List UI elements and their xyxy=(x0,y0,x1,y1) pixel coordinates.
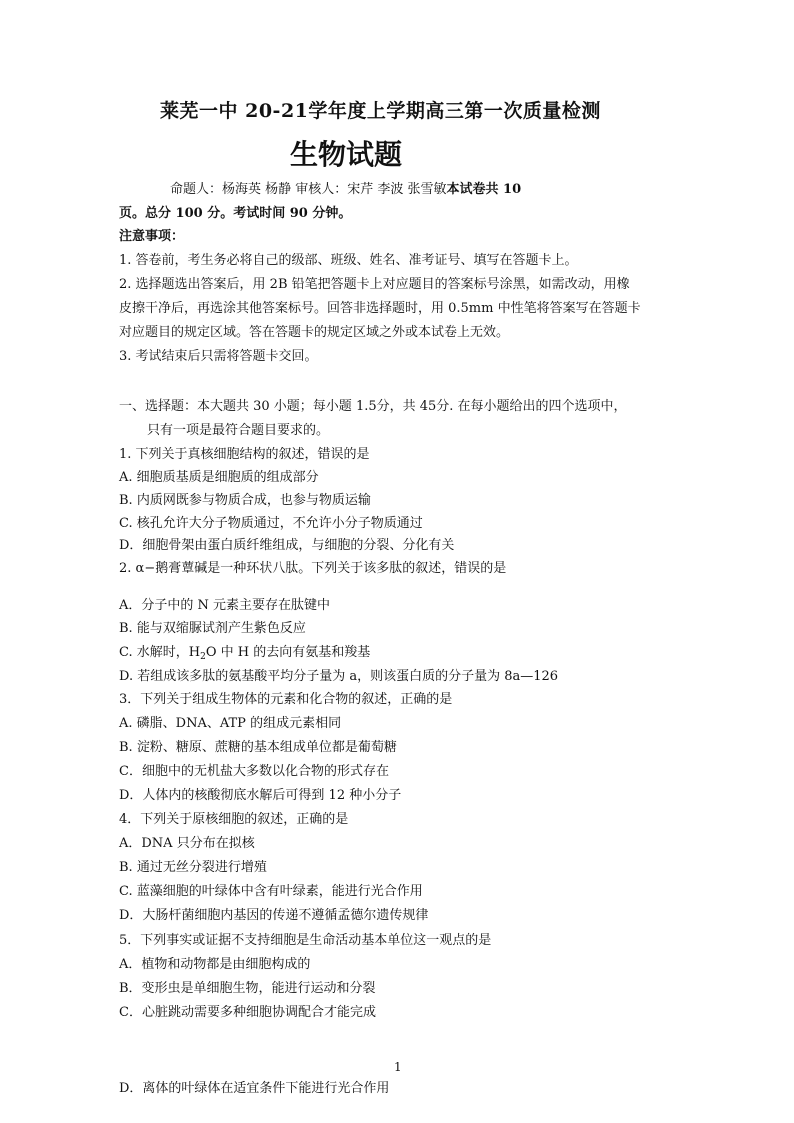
q5-option-c: C．心脏跳动需要多种细胞协调配合才能完成 xyxy=(119,1005,376,1020)
q3-option-c: C．细胞中的无机盐大多数以化合物的形式存在 xyxy=(119,764,389,779)
q4-stem: 4．下列关于原核细胞的叙述，正确的是 xyxy=(119,812,349,827)
q2-option-c-pre: C. 水解时，H xyxy=(119,645,201,660)
q1-option-b: B. 内质网既参与物质合成，也参与物质运输 xyxy=(119,493,371,508)
q4-option-d: D．大肠杆菌细胞内基因的传递不遵循孟德尔遗传规律 xyxy=(119,908,429,923)
author-line xyxy=(170,181,521,199)
page-count-info: 本试卷共 10 xyxy=(446,182,522,197)
note-item-2-line-2: 皮擦干净后，再选涂其他答案标号。回答非选择题时，用 0.5mm 中性笔将答案写在答题卡 xyxy=(119,301,641,316)
q2-option-b: B. 能与双缩脲试剂产生紫色反应 xyxy=(119,621,306,636)
q1-option-a: A. 细胞质基质是细胞质的组成部分 xyxy=(119,470,319,485)
note-item-2-line-3: 对应题目的规定区域。答在答题卡的规定区域之外或本试卷上无效。 xyxy=(119,325,510,340)
q4-option-a: A．DNA 只分布在拟核 xyxy=(119,836,255,851)
q5-stem: 5．下列事实或证据不支持细胞是生命活动基本单位这一观点的是 xyxy=(119,933,492,948)
q2-option-c-subscript: 2 xyxy=(200,652,206,662)
author-names: 命题人：杨海英 杨静 审核人：宋芹 李波 张雪敏 xyxy=(170,182,447,197)
q5-option-d: D．离体的叶绿体在适宜条件下能进行光合作用 xyxy=(119,1081,390,1096)
subject-title: 生物试题 xyxy=(290,138,403,171)
notes-heading: 注意事项： xyxy=(119,229,185,244)
exam-title: 莱芜一中 20-21学年度上学期高三第一次质量检测 xyxy=(160,100,601,122)
q2-stem: 2. α−鹅膏蕈碱是一种环状八肽。下列关于该多肽的叙述，错误的是 xyxy=(119,561,507,576)
q5-option-a: A．植物和动物都是由细胞构成的 xyxy=(119,957,311,972)
page-number: 1 xyxy=(394,1060,402,1074)
q3-option-a: A. 磷脂、DNA、ATP 的组成元素相同 xyxy=(119,716,342,731)
q3-option-b: B. 淀粉、糖原、蔗糖的基本组成单位都是葡萄糖 xyxy=(119,740,397,755)
q2-option-c xyxy=(119,644,370,662)
q2-option-c-post: O 中 H 的去向有氨基和羧基 xyxy=(205,645,371,660)
q1-option-d: D．细胞骨架由蛋白质纤维组成，与细胞的分裂、分化有关 xyxy=(119,538,455,553)
score-time-info: 页。总分 100 分。考试时间 90 分钟。 xyxy=(119,206,352,221)
q4-option-c: C. 蓝藻细胞的叶绿体中含有叶绿素，能进行光合作用 xyxy=(119,884,423,899)
q4-option-b: B. 通过无丝分裂进行增殖 xyxy=(119,860,267,875)
q3-option-d: D．人体内的核酸彻底水解后可得到 12 种小分子 xyxy=(119,788,402,803)
q1-stem: 1. 下列关于真核细胞结构的叙述，错误的是 xyxy=(119,447,370,462)
q3-stem: 3．下列关于组成生物体的元素和化合物的叙述，正确的是 xyxy=(119,692,453,707)
section-heading-line-1: 一、选择题：本大题共 30 小题；每小题 1.5分，共 45分. 在每小题给出的四个选项中， xyxy=(119,399,627,414)
q2-option-a: A．分子中的 N 元素主要存在肽键中 xyxy=(119,598,331,613)
q5-option-b: B．变形虫是单细胞生物，能进行运动和分裂 xyxy=(119,981,376,996)
q2-option-d: D. 若组成该多肽的氨基酸平均分子量为 a，则该蛋白质的分子量为 8a—126 xyxy=(119,669,559,684)
note-item-1: 1. 答卷前，考生务必将自己的级部、班级、姓名、准考证号、填写在答题卡上。 xyxy=(119,253,578,268)
section-heading-line-2: 只有一项是最符合题目要求的。 xyxy=(147,423,330,438)
note-item-3: 3. 考试结束后只需将答题卡交回。 xyxy=(119,349,318,364)
q1-option-c: C. 核孔允许大分子物质通过，不允许小分子物质通过 xyxy=(119,516,423,531)
note-item-2-line-1: 2. 选择题选出答案后，用 2B 铅笔把答题卡上对应题目的答案标号涂黑，如需改动，用橡 xyxy=(119,277,630,292)
